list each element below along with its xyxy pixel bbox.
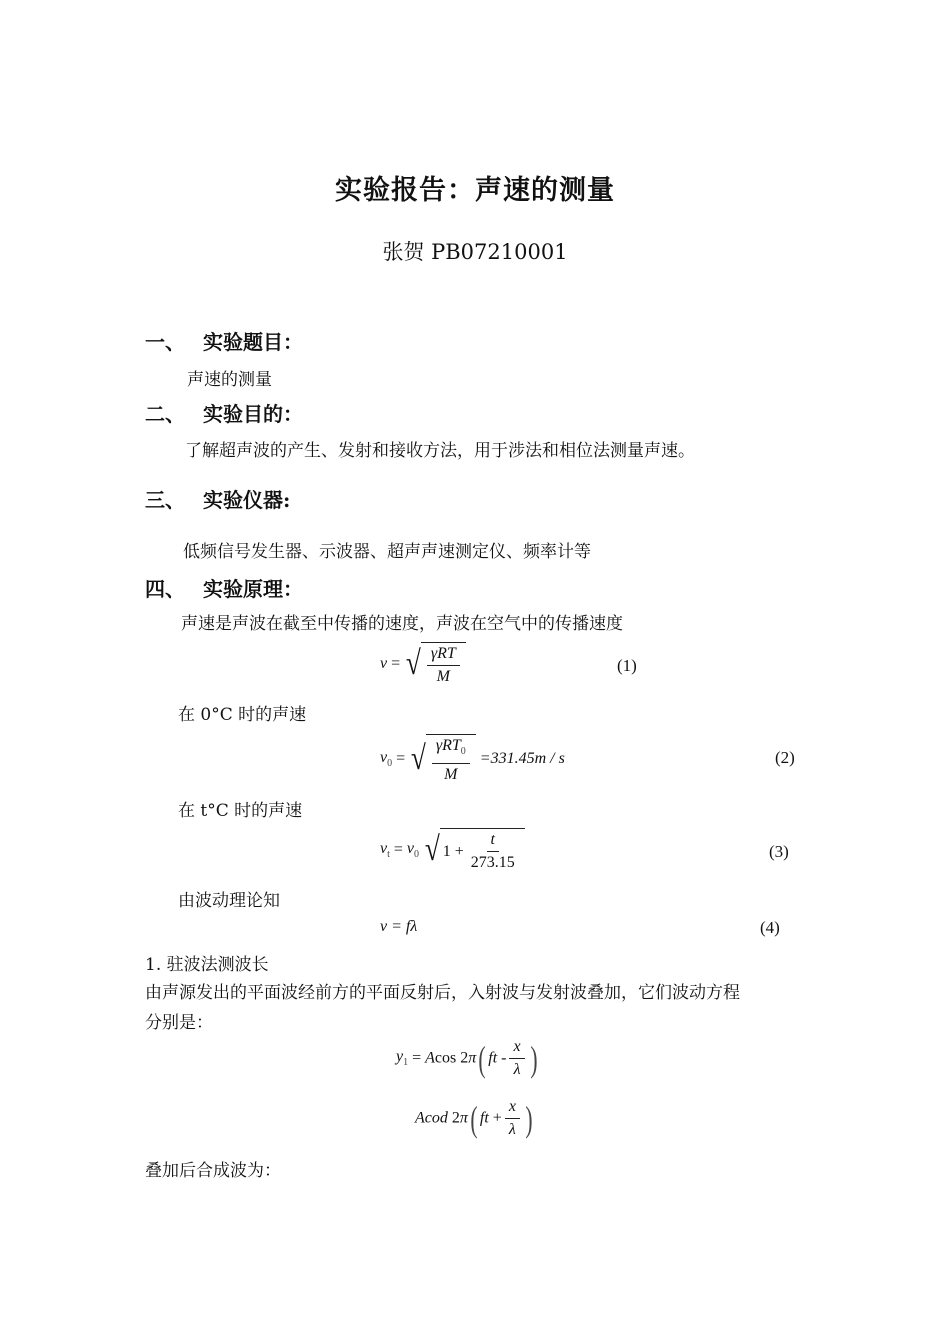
section-heading-1: [145, 326, 303, 355]
section-body-4: 声速是声波在截至中传播的速度，声波在空气中的传播速度: [181, 614, 623, 634]
equation-3-constant: 273.15: [470, 854, 515, 871]
section-body-3: 低频信号发生器、示波器、超声声速测定仪、频率计等: [183, 542, 591, 562]
section-number: 一、: [145, 330, 185, 354]
equation-2-value: =331.45m / s: [479, 750, 565, 768]
method-heading: 1. 驻波法测波长: [145, 955, 269, 975]
text-at-t: 在 t°C 时的声速: [178, 801, 303, 821]
section-title: 实验目的：: [203, 402, 303, 426]
section-number: 三、: [145, 488, 185, 512]
author-line: 张贺 PB07210001: [382, 240, 568, 264]
equation-4-tag: (4): [760, 918, 780, 937]
section-heading-4: [145, 573, 303, 602]
equation-2: $v_0$ = √ $\frac{\gamma RT_0}{M}$ =331.45m / s: [380, 734, 565, 784]
text-at-zero: 在 0°C 时的声速: [178, 705, 307, 725]
wave-equation-1: $y_1 = Acos$ 2π( ft - $\frac{x}{\lambda}$ ): [396, 1038, 538, 1079]
wave-equation-2: Acod 2π( ft + $\frac{x}{\lambda}$ ): [415, 1098, 533, 1139]
description-line-1: 由声源发出的平面波经前方的平面反射后，入射波与发射波叠加，它们波动方程: [145, 983, 740, 1003]
section-heading-2: [145, 398, 303, 427]
superposition-text: 叠加后合成波为：: [145, 1161, 281, 1181]
section-title: 实验原理：: [203, 577, 303, 601]
equation-3: $v_t = v_0$ √ 1 + $\frac{t}{273.15}$: [380, 828, 525, 872]
section-title: 实验题目：: [203, 330, 303, 354]
section-number: 四、: [145, 577, 185, 601]
section-body-1: 声速的测量: [187, 370, 272, 390]
equation-1: v = √ $\frac{\text{γRT}}{M}$: [380, 642, 466, 686]
text-wave-theory: 由波动理论知: [178, 891, 280, 911]
equation-2-tag: (2): [775, 748, 795, 767]
equation-1-tag: (1): [617, 656, 637, 675]
section-heading-3: [145, 484, 290, 513]
equation-3-tag: (3): [769, 842, 789, 861]
equation-4: v = fλ: [380, 918, 418, 935]
page-title: 实验报告：声速的测量: [335, 175, 615, 206]
section-body-2: 了解超声波的产生、发射和接收方法，用于涉法和相位法测量声速。: [185, 441, 695, 461]
section-number: 二、: [145, 402, 185, 426]
section-title: 实验仪器:: [203, 488, 291, 512]
description-line-2: 分别是：: [145, 1013, 213, 1033]
